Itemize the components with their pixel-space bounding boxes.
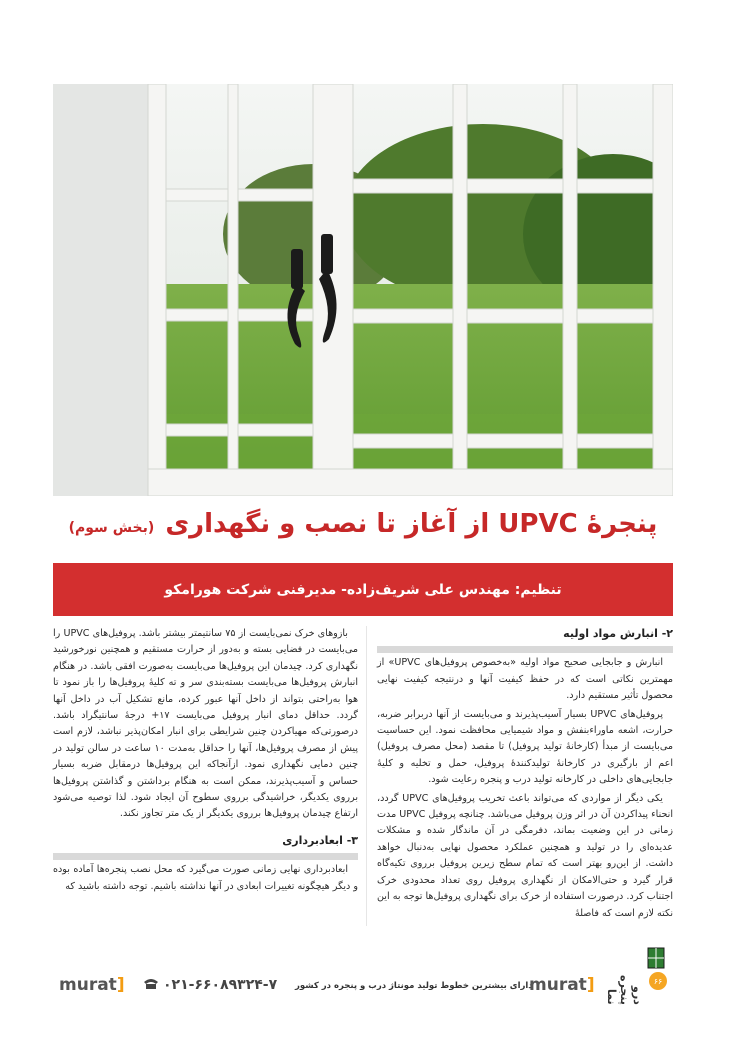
footer [53, 945, 673, 1005]
paragraph: انبارش و جابجایی صحیح مواد اولیه «به‌خصوص پروفیل‌های UPVC» از مهمترین نکاتی است که در حفظ کیفیت آنها و درنتیجه کیفیت نهایی محصول تأثیر مستقیم دارد. [377, 657, 673, 702]
title-main: پنجرۀ UPVC از آغاز تا نصب و نگهداری [165, 509, 658, 539]
phone-number [143, 977, 277, 993]
paragraph: بازوهای خرک نمی‌بایست از ۷۵ سانتیمتر بیشتر باشد. پروفیل‌های UPVC را می‌بایست در فضایی بسته و به‌دور از حرارت مستقیم و همچنین نورخورشید نگهداری کرد. چیدمان این پروفیل‌ها می‌بایست به‌صورت افقی باشد. در هنگام انبارش پروفیل‌ها می‌بایست بسته‌بندی سر و ته کلیۀ پروفیل‌ها را باز نمود تا هوا به‌راحتی بتواند از داخل آنها عبور کرده، مانع تشکیل آب در داخل آنها گردد. حداقل دمای انبار پروفیل می‌بایست ۱۷+ درجۀ سانتیگراد باشد. درصورتی‌که مهیاکردن چنین شرایطی برای انبار امکان‌پذیر نباشد، لازم است پیش از مصرف پروفیل‌ها، آنها را حداقل به‌مدت ۱۰ ساعت در سالن تولید در چنین دمایی نگهداری نمود. ازآنجاکه این پروفیل‌ها درمقابل ضربه بسیار حساس و آسیب‌پذیرند، ممکن است به هنگام برداشتن و گذاشتن پروفیل‌ها برروی یکدیگر، خراشیدگی برروی سطوح آن ایجاد شود. لذا توصیه می‌شود ارتفاع چیدمان پروفیل‌ها برروی یکدیگر از یک متر تجاوز نکند. [53, 628, 358, 820]
murat-logo-left [59, 975, 125, 995]
window-photo [53, 84, 673, 496]
murat-logo-right [529, 975, 595, 995]
column-divider [366, 626, 367, 926]
logo-text: murat [59, 975, 117, 995]
article-title [53, 509, 673, 557]
logo-accent: ] [586, 975, 595, 995]
paragraph: پروفیل‌های UPVC بسیار آسیب‌پذیرند و می‌بایست از آنها دربرابر ضربه، حرارت، اشعه ماوراءبنفش و مواد شیمیایی محافظت نمود. این حساسیت می‌بایست از مبدأ (کارخانۀ تولید پروفیل) تا مقصد (محل مصرف پروفیل) اعم از بارگیری در کارخانۀ تولیدکنندۀ پروفیل، حمل و تخلیه و کلیۀ جابجایی‌های داخلی در کارخانه تولید درب و پنجره رعایت شود. [377, 708, 673, 786]
logo-text: murat [529, 975, 587, 995]
author-banner [53, 563, 673, 616]
magazine-name: درو پنجره نما [605, 975, 644, 1005]
window-icon [647, 947, 665, 969]
phone-text: ۰۲۱-۶۶۰۸۹۳۲۴-۷ [163, 977, 278, 993]
paragraph: ابعادبرداری نهایی زمانی صورت می‌گیرد که محل نصب پنجره‌ها آماده بوده و دیگر هیچگونه تغییرات ابعادی در آنها نداشته باشیم. توجه داشته باشید که [53, 864, 358, 892]
author-text: تنظیم: مهندس علی شریف‌زاده- مدیرفنی شرکت هورامکو [164, 581, 562, 598]
logo-accent: ] [116, 975, 125, 995]
title-part: (بخش سوم) [68, 520, 155, 536]
paragraph: یکی دیگر از مواردی که می‌تواند باعث تخریب پروفیل‌های UPVC گردد، انحناء پیداکردن آن در اثر وزن پروفیل می‌باشد. چنانچه پروفیل UPVC مدت زمانی در این وضعیت بماند، دفرمگی در آن ماندگار شده و مشکلات عدیده‌ای را در تولید و همچنین عملکرد محصول نهایی به‌دنبال خواهد داشت. از این‌رو بهتر است که تمام سطح زیرین پروفیل برروی تکیه‌گاه قرار گیرد و حتی‌الامکان از نگهداری پروفیل روی تعداد محدودی خرک اجتناب کرد. درصورت استفاده از خرک برای نگهداری پروفیل‌ها توجه به این نکته لازم است که فاصلۀ [377, 792, 673, 919]
right-column [377, 626, 673, 924]
phone-icon [143, 978, 159, 990]
page-number-badge: ۶۶ [649, 972, 667, 990]
left-column [53, 626, 358, 897]
footer-tagline: دارای بیشترین خطوط تولید مونتاژ درب و پنجره در کشور [295, 981, 533, 991]
section-heading-storage: ۲- انبارش مواد اولیه [377, 626, 673, 653]
section-heading-measuring: ۳- ابعادبرداری [53, 833, 358, 860]
